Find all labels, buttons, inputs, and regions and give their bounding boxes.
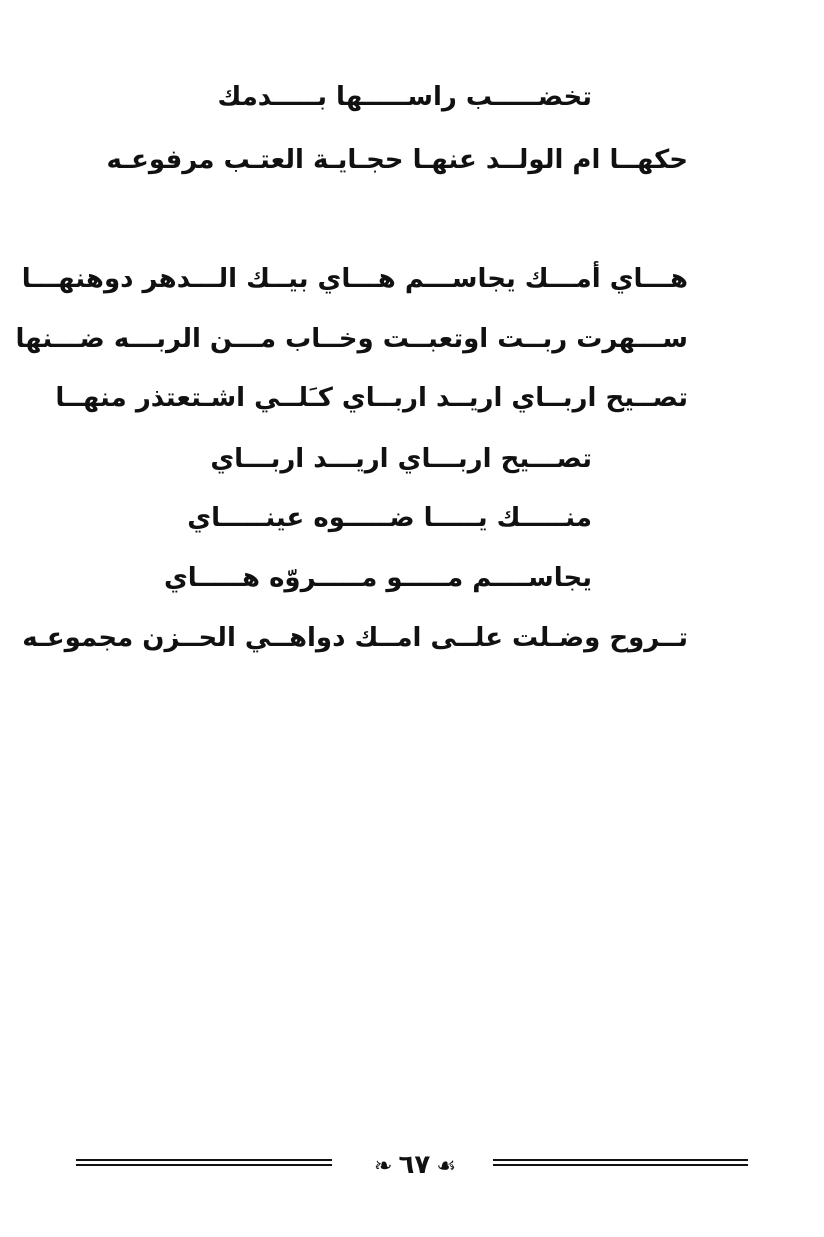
poem-line-6: تصـــيح اربـــاي اريـــد اربـــاي <box>210 444 592 474</box>
ornament-left-icon: ☙ <box>436 1154 456 1179</box>
ornament-right-icon: ❧ <box>374 1154 393 1179</box>
page-number-text: ٦٧ <box>398 1150 431 1180</box>
footer-rule-left <box>76 1159 332 1166</box>
poem-line-4: ســـهرت ربــت اوتعبــت وخــاب مـــن الربـــه ضـــنها <box>15 324 688 354</box>
footer-rule-right <box>493 1159 748 1166</box>
poem-line-9: تــروح وضـلت علــى امــك دواهــي الحــزن مجموعـه <box>22 623 688 653</box>
page-number <box>350 1150 480 1180</box>
poem-line-1: تخضـــــب راســـــها بـــــدمك <box>217 82 592 112</box>
poem-line-2: حكهــا ام الولــد عنهـا حجـايـة العتـب مرفوعـه <box>106 145 688 175</box>
poem-line-8: يجاســــم مـــــو مـــــروّه هـــــاي <box>163 563 592 593</box>
poem-line-5: تصــيح اربــاي اريــد اربــاي كـَلــي اشـتعتذر منهــا <box>55 383 688 413</box>
poem-line-7: منـــــك يـــــا ضـــــوه عينـــــاي <box>187 503 592 533</box>
poem-line-3: هـــاي أمـــك يجاســـم هـــاي بيــك الـــدهر دوهنهـــا <box>21 264 688 294</box>
page-footer <box>0 1150 824 1180</box>
